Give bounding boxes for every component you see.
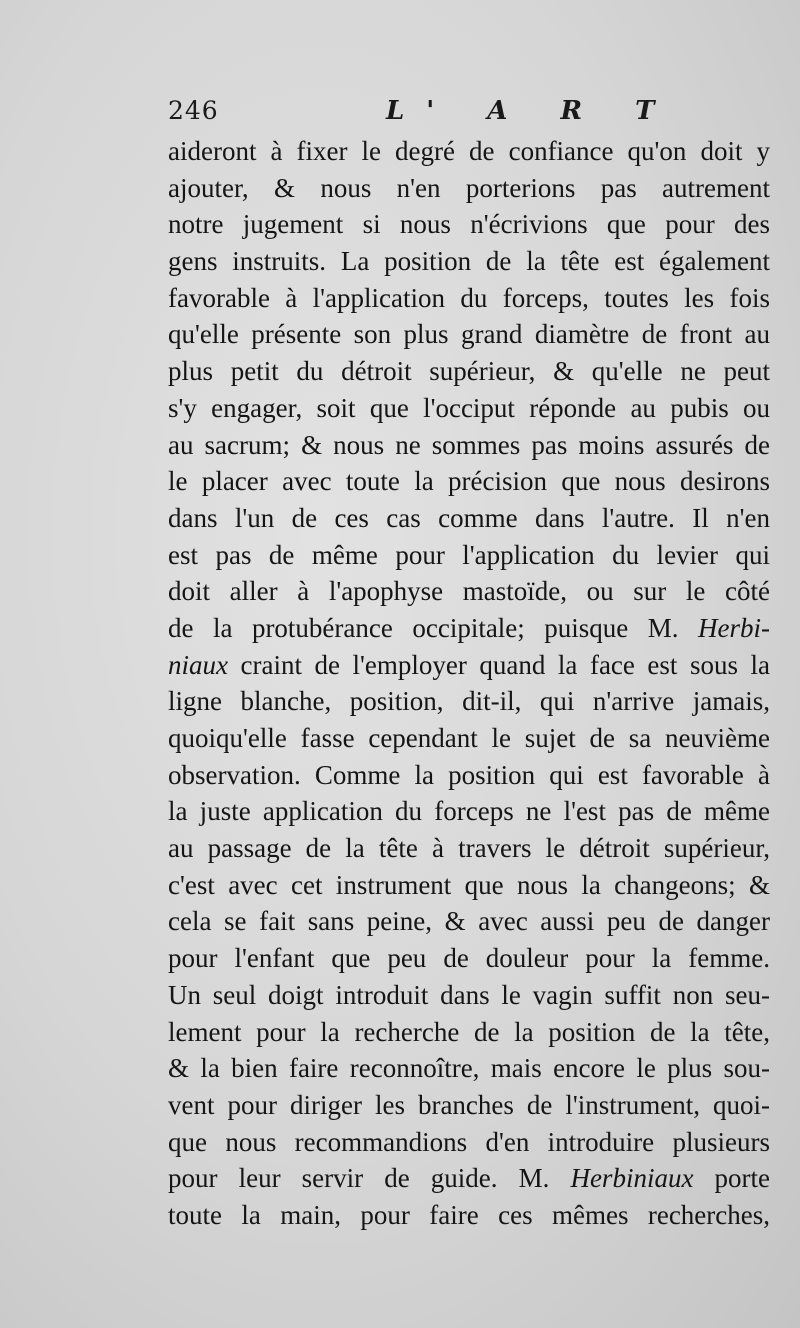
text-segment: doit aller à l'apophyse mastoïde, ou sur le côté [168, 576, 770, 607]
text-line [168, 1087, 770, 1124]
text-segment: au sacrum; & nous ne sommes pas moins assurés de [168, 429, 770, 460]
text-segment: vent pour diriger les branches de l'instrument, quoi- [168, 1089, 770, 1120]
text-line [168, 427, 770, 464]
text-segment: plus petit du détroit supérieur, & qu'elle ne peut [168, 356, 770, 387]
text-segment: c'est avec cet instrument que nous la changeons; & [168, 869, 770, 900]
italic-name: niaux [168, 649, 228, 680]
page-number: 246 [168, 96, 219, 125]
running-head: L' A R T [386, 96, 677, 126]
text-line [168, 537, 770, 574]
text-segment: qu'elle présente son plus grand diamètre de front au [168, 319, 770, 350]
text-segment: dans l'un de ces cas comme dans l'autre. Il n'en [168, 502, 770, 533]
text-segment: quoiqu'elle fasse cependant le sujet de sa neuvième [168, 723, 770, 753]
text-line [168, 1014, 770, 1051]
text-segment: la juste application du forceps ne l'est pas de même [168, 796, 770, 827]
text-line [168, 170, 770, 207]
text-segment: ajouter, & nous n'en porterions pas autrement [168, 172, 770, 203]
text-segment: ligne blanche, position, dit-il, qui n'arrive jamais, [168, 686, 770, 717]
text-line [168, 610, 770, 647]
text-segment: s'y engager, soit que l'occiput réponde au pubis ou [168, 392, 770, 423]
text-segment: favorable à l'application du forceps, toutes les fois [168, 282, 770, 313]
text-line [168, 500, 770, 537]
text-segment: observation. Comme la position qui est favorable à [168, 759, 770, 790]
text-segment: porte [693, 1163, 770, 1194]
text-segment: & la bien faire reconnoître, mais encore le plus sou- [168, 1053, 770, 1084]
text-line [168, 977, 770, 1014]
text-segment: aideront à fixer le degré de confiance qu'on doit y [168, 136, 770, 166]
text-line [168, 133, 770, 170]
text-segment: que nous recommandions d'en introduire plusieurs [168, 1126, 770, 1157]
text-segment: le placer avec toute la précision que nous desirons [168, 466, 770, 497]
body-text [168, 133, 770, 1234]
text-segment: cela se fait sans peine, & avec aussi peu de danger [168, 906, 770, 937]
text-line [168, 793, 770, 830]
text-segment: pour leur servir de guide. M. [168, 1163, 571, 1194]
text-segment: de la protubérance occipitale; puisque M. [168, 612, 699, 643]
text-segment: notre jugement si nous n'écrivions que pour des [168, 209, 770, 240]
text-segment: craint de l'employer quand la face est sous la [228, 649, 770, 680]
text-line [168, 353, 770, 390]
italic-name: Herbiniaux [570, 1163, 694, 1194]
text-segment: lement pour la recherche de la position de la tête, [168, 1016, 770, 1047]
text-line [168, 1160, 770, 1197]
text-line [168, 1124, 770, 1161]
text-line [168, 390, 770, 427]
text-segment: Un seul doigt introduit dans le vagin suffit non seu- [168, 979, 770, 1010]
text-line [168, 867, 770, 904]
text-line [168, 463, 770, 500]
text-line [168, 316, 770, 353]
text-line [168, 903, 770, 940]
text-line [168, 573, 770, 610]
text-line [168, 940, 770, 977]
text-segment: pour l'enfant que peu de douleur pour la femme. [168, 943, 770, 974]
text-line [168, 1197, 770, 1234]
text-segment: au passage de la tête à travers le détroit supérieur, [168, 833, 770, 864]
text-segment: toute la main, pour faire ces mêmes recherches, [168, 1199, 770, 1230]
text-line [168, 683, 770, 720]
text-line [168, 830, 770, 867]
page-header [168, 96, 768, 136]
text-line [168, 243, 770, 280]
text-segment: est pas de même pour l'application du levier qui [168, 539, 770, 570]
text-line [168, 720, 770, 757]
text-segment: gens instruits. La position de la tête est également [168, 246, 770, 277]
text-line [168, 757, 770, 794]
text-line [168, 647, 770, 684]
italic-name: Herbi- [698, 612, 770, 643]
text-line [168, 1050, 770, 1087]
text-line [168, 280, 770, 317]
text-line [168, 206, 770, 243]
